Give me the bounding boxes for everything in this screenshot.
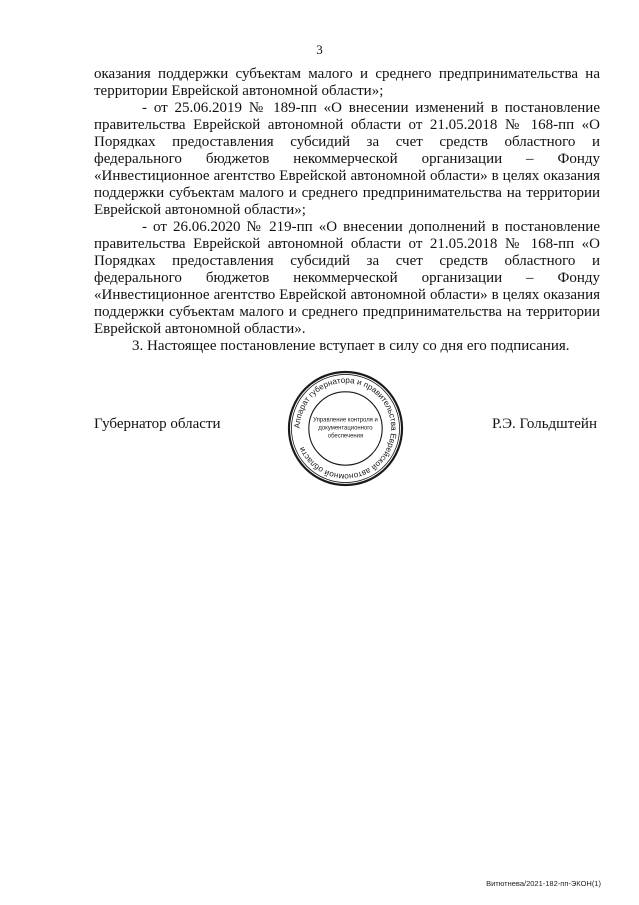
paragraph-amendment-2020: - от 26.06.2020 № 219-пп «О внесении дополнений в постановление правительства Еврейской автономной области от 21.05.2018 № 168-пп «О Порядках предоставления субсидий за счет средств областного и федерального бюджетов некоммерческой организации – Фонду «Инвестиционное агентство Еврейской автономной области» в целях оказания поддержки субъектам малого и среднего предпринимательства на территории Еврейской автономной области». <box>94 219 600 337</box>
seal-inner-line-2: документационного <box>318 425 373 432</box>
seal-inner-line-3: обеспечения <box>327 433 364 440</box>
paragraph-amendment-2019: - от 25.06.2019 № 189-пп «О внесении изменений в постановление правительства Еврейской автономной области от 21.05.2018 № 168-пп «О Порядках предоставления субсидий за счет средств областного и федерального бюджетов некоммерческой организации – Фонду «Инвестиционное агентство Еврейской автономной области» в целях оказания поддержки субъектам малого и среднего предпринимательства на территории Еврейской автономной области»; <box>94 100 600 218</box>
document-body <box>94 66 600 355</box>
seal-outer-text: Аппарат губернатора и правительства Еврейской автономной области <box>292 375 399 482</box>
signatory-position: Губернатор области <box>94 416 221 432</box>
signatory-name: Р.Э. Гольдштейн <box>491 416 597 432</box>
seal-inner-line-1: Управление контроля и <box>313 417 378 424</box>
paragraph-item-3: 3. Настоящее постановление вступает в силу со дня его подписания. <box>132 338 570 354</box>
paragraph-continuation: оказания поддержки субъектам малого и среднего предпринимательства на территории Еврейской автономной области»; <box>94 66 600 99</box>
page-number: 3 <box>316 42 323 57</box>
official-seal <box>286 369 405 488</box>
document-registration-code: Витютнева/2021-182-пп-ЭКОН(1) <box>486 879 601 888</box>
